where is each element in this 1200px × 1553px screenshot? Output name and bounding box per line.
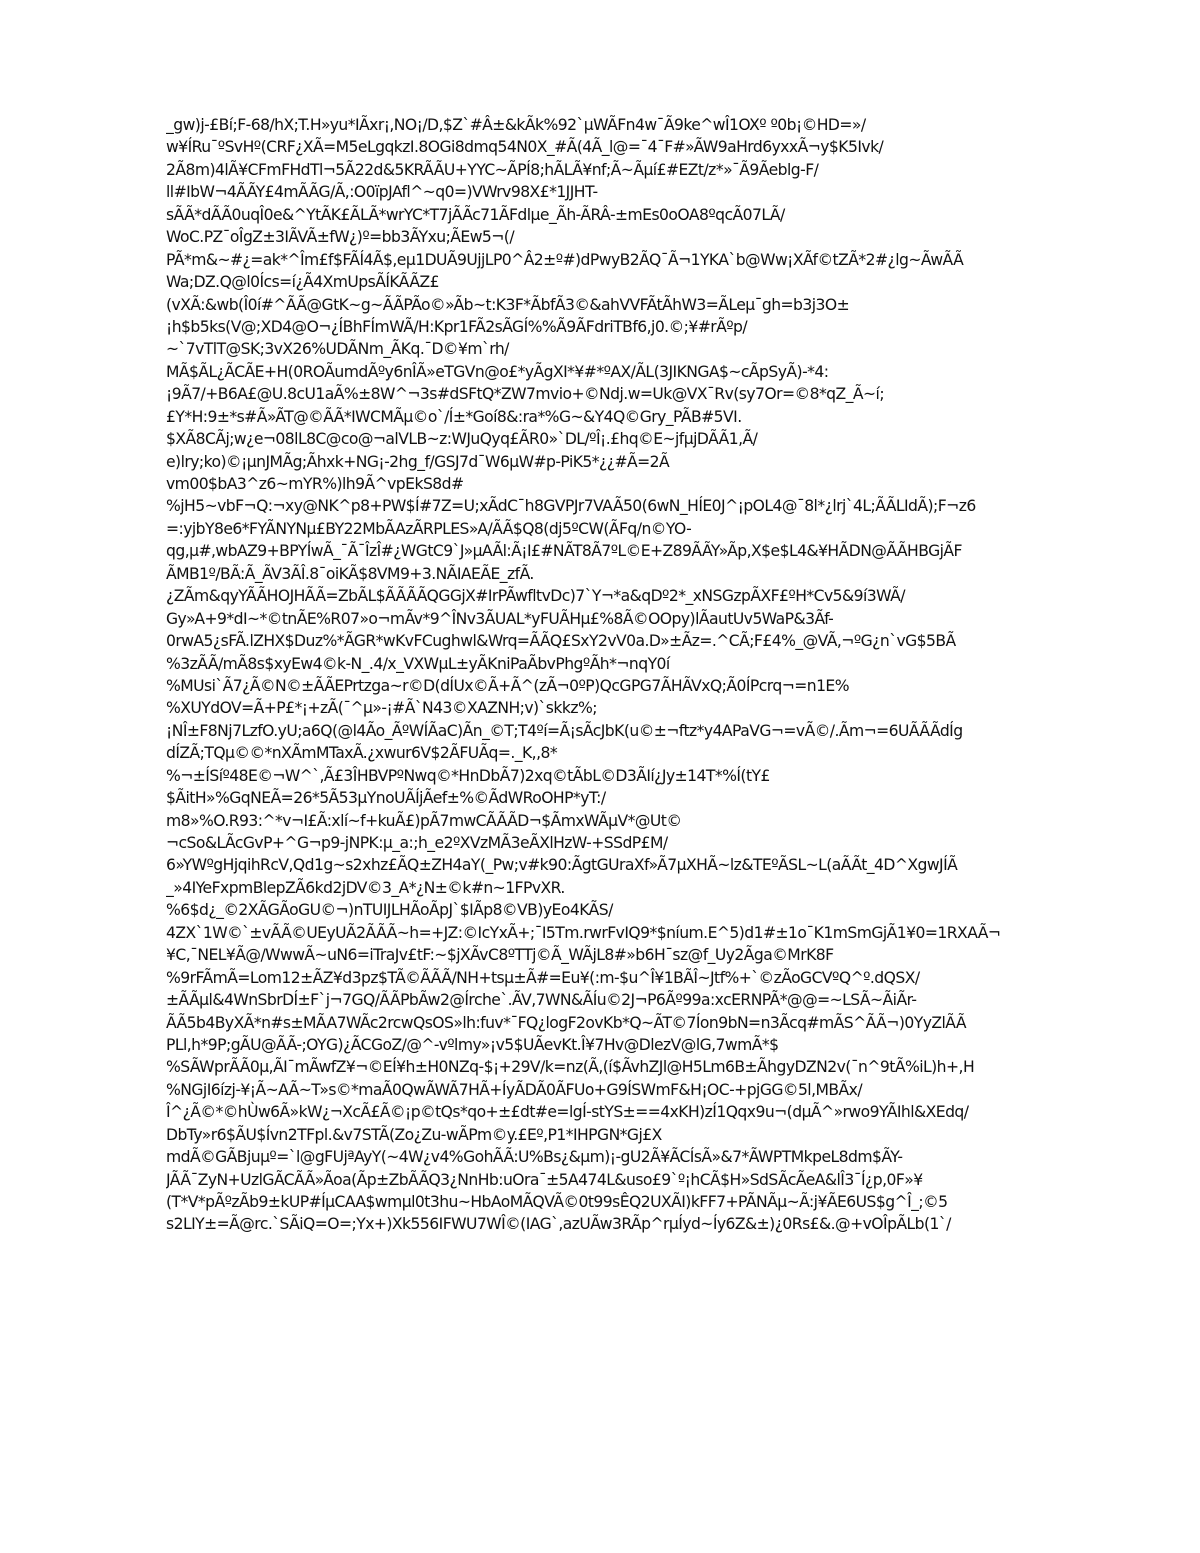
text-line: ¬cSo&LÃcGvP+^G¬p9-jNPK:µ_a:;h_e2ºXVzMÃ3eÃXlHzW-+SSdP£M/ xyxy=(166,834,668,852)
text-line: ¡NÎ±F8Nj7LzfO.yU;a6Q(@l4Ão_ÃºWÍÃaC)Ãn_©T;T4ºí=Ã¡sÃcJbK(u©±¬ftz*y4APaVG¬=vÃ©/.Ãm¬=6UÃÃÃdÍg xyxy=(166,721,963,740)
text-line: _»4IYeFxpmBlepZÃ6kd2jDV©3_A*¿N±©k#n~1FPvXR. xyxy=(166,878,565,897)
text-line: ¡h$b5ks(V@;XD4@O¬¿ÍBhFÍmWÃ/H:Kpr1FÃ2sÃGÍ%%Ã9ÃFdriTBf6,j0.©;¥#rÃºp/ xyxy=(166,317,748,336)
text-line: $XÃ8CÃj;w¿e¬08lL8C@co@¬alVLB~z:WJuQyq£ÃR0»`DL/ºÎ¡.£hq©E~jfµjDÃÃ1,Ã/ xyxy=(166,430,758,449)
text-line: s2LIY±=Ã@rc.`SÃiQ=O=;Yx+)Xk556IFWU7WÎ©(IAG`,azUÃw3RÃp^rµÍyd~Íy6Z&±)¿0Rs£&.@+vOÎpÃLb(1`/ xyxy=(166,1215,951,1234)
text-line: ¡9Ã7/+B6A£@U.8cU1aÃ%±8W^¬3s#dSFtQ*ZW7mvio+©Ndj.w=Uk@VX¯Rv(sy7Or=©8*qZ_Ã~í; xyxy=(166,385,885,404)
text-line: 4ZX`1W©`±vÃÃ©UEyUÃ2ÃÃÃ~h=+JZ:©IcYxÃ+;¯I5Tm.rwrFvIQ9*$níum.E^5)d1#±1o¯K1mSmGjÃ1¥0=1RXAÃ¬ xyxy=(166,923,1001,942)
text-line: 0rwA5¿sFÃ.lZHX$Duz%*ÃGR*wKvFCughwl&Wrq=ÃÃQ£SxY2vV0a.D»±Ãz=.^CÃ;F£4%_@VÃ,¬ºG¿n`vG$5BÃ xyxy=(166,632,956,651)
text-line: DbTy»r6$ÃU$Ívn2TFpl.&v7STÃ(Zo¿Zu-wÃPm©y.£Eº,P1*IHPGN*Gj£X xyxy=(166,1125,662,1144)
text-line: ll#IbW¬4ÃÃY£4mÃÃG/Ã,:O0ïpJAfl^~q0=)VWrv98X£*1JJHT- xyxy=(166,183,598,202)
text-line: %SÃWprÃÃ0µ,ÃI¯mÃwfZ¥¬©EÍ¥h±H0NZq-$¡+29V/k=nz(Ã,(í$ÃvhZJl@H5Lm6B±ÃhgyDZN2v(¯n^9tÃ%iL)h+,H xyxy=(166,1058,975,1077)
text-line: %jH5~vbF¬Q:¬xy@NK^p8+PW$Í#7Z=U;xÃdC¯h8GVPJr7VAÃ50(6wN_HÍE0J^¡pOL4@¯8l*¿lrj`4L;ÃÃLIdÃ);F¬z6 xyxy=(166,497,976,516)
text-line: JÃÃ¯ZyN+UzlGÃCÃÃ»Ãoa(Ãp±ZbÃÃQ3¿NnHb:uOra¯±5A474L&uso£9`º¡hCÃ$H»SdSÃcÃeA&lÎ3¯Í¿p,0F»¥ xyxy=(166,1170,923,1189)
text-line: 6»YWºgHjqihRcV,Qd1g~s2xhz£ÃQ±ZH4aY(_Pw;v#k90:ÃgtGUraXf»Ã7µXHÃ~lz&TEºÃSL~L(aÃÃt_4D^XgwJÍÃ xyxy=(166,856,958,875)
text-line: ÃMB1º/BÃ:Ã_ÃV3ÃÎ.8¯oiKÃ$8VM9+3.NÃIAEÃE_zfÃ. xyxy=(166,564,534,583)
text-line: sÃÃ*dÃÃ0uqÎ0e&^YtÃK£ÃLÃ*wrYC*T7jÃÃc71ÃFdlµe_Ãh-ÃRÂ-±mEs0oOA8ºqcÃ07LÃ/ xyxy=(166,205,785,224)
text-line: %¬±ÍSíº48E©¬W^`,Ã£3ÎHBVPºNwq©*HnDbÃ7)2xq©tÃbL©D3ÃIí¿Jy±14T*%Í(tY£ xyxy=(166,766,770,785)
text-line: %XUYdOV=Ã+P£*¡+zÃ(¯^µ»-¡#Ã`N43©XAZNH;v)`skkz%; xyxy=(166,699,597,718)
text-line: ~`7vTlT@SK;3vX26%UDÃNm_ÃKq.¯D©¥m`rh/ xyxy=(166,340,509,359)
text-line: dÍZÃ;TQµ©©*nXÃmMTaxÃ.¿xwur6V$2ÃFUÃq=._K,,8* xyxy=(166,744,558,763)
text-line: ¿ZÃm&qyYÃÃHOJHÃÃ=ZbÃL$ÃÃÃÃQGGjX#IrPÃwfltvDc)7`Y¬*a&qDº2*_xNSGzpÃXF£ºH*Cv5&9í3WÃ/ xyxy=(166,587,905,606)
text-line: (T*V*pÃºzÃb9±kUP#ÍµCAA$wmµl0t3hu~HbAoMÃQVÃ©0t99sÊQ2UXÃI)kFF7+PÃNÃµ~Ã:j¥ÃE6US$g^Î_;©5 xyxy=(166,1193,948,1211)
text-line: e)lry;ko)©¡µnJMÃg;Ãhxk+NG¡-2hg_f/GSJ7d¯W6µW#p-PiK5*¿¿#Ã=2Ã xyxy=(166,452,670,471)
text-line: =:yjbY8e6*FYÃNYNµ£BY22MbÃAzÃRPLES»A/ÃÃ$Q8(dj5ºCW(ÃFq/n©YO- xyxy=(166,519,692,538)
text-line: Gy»A+9*dI~*©tnÃE%R07»o¬mÃv*9^ÎNv3ÃUAL*yFUÃHµ£%8Ã©OOpy)lÃautUv5WaP&3Ãf- xyxy=(166,609,834,628)
text-line: PÃ*m&~#¿=ak*^Îm£f$FÃÍ4Ã$,eµ1DUÃ9UjjLP0^Â2±º#)dPwyB2ÃQ¯Ã¬1YKA`b@Ww¡XÃf©tZÃ*2#¿lg~ÃwÃÃ xyxy=(166,250,964,269)
text-line: Î^¿Ã©*©hÙw6Ã»kW¿¬XcÃ£Ã©¡p©tQs*qo+±£dt#e=lgÍ-stYS±==4xKH)zÍ1Qqx9u¬(dµÃ^»rwo9YÃIhl&XEdq/ xyxy=(166,1103,969,1122)
text-line: qg,µ#,wbAZ9+BPYÍwÃ_¯Ã¯ÎzÎ#¿WGtC9`J»µAÃl:Ã¡I£#NÃT8Ã7ºL©E+Z89ÃÃY»Ãp,X$e$L4&¥HÃDN@ÃÃHBGjÃF xyxy=(166,542,962,561)
text-line: MÃ$ÃL¿ÃCÃE+H(0ROÃumdÃºy6nÎÃ»eTGVn@o£*yÃgXI*¥#*ºAX/ÃL(3JIKNGA$~cÃpSyÃ)-*4: xyxy=(166,362,829,381)
text-line: %9rFÃmÃ=Lom12±ÃZ¥d3pz$TÃ©ÃÃÃ/NH+tsµ±Ã#=Eu¥(:m-$u^Î¥1BÃÎ~Jtf%+`©zÃoGCVºQ^º.dQSX/ xyxy=(166,968,920,987)
text-line: m8»%O.R93:^*v¬I£Ã:xlí~f+kuÃ£)pÃ7mwCÃÃÃD¬$ÃmxWÃµV*@Ut© xyxy=(166,811,682,830)
text-line: $ÃitH»%GqNEÃ=26*5Ã53µYnoUÃÍjÃef±%©ÃdWRoOHP*yT:/ xyxy=(166,789,606,808)
text-line: %6$d¿_©2XÃGÃoGU©¬)nTUIJLHÃoÃpJ`$IÃp8©VB)yEo4KÃS/ xyxy=(166,901,613,920)
text-line: ±ÃÃµl&4WnSbrDÍ±F`j¬7GQ/ÃÃPbÃw2@Írche`.ÃV,7WN&ÃÍu©2J¬P6Ãº99a:xcERNPÃ*@@=~LSÃ~ÃiÃr- xyxy=(166,991,917,1010)
text-line: mdÃ©GÃBjuµº=`l@gFUjªAyY(~4W¿v4%GohÃÃ:U%Bs¿&µm)¡-gU2Ã¥ÃCÍsÃ»&7*ÃWPTMkpeL8dm$ÃY- xyxy=(166,1148,903,1167)
text-line: vm00$bA3^z6~mYR%)lh9Ã^vpEkS8d# xyxy=(166,475,464,493)
text-line: %MUsi`Ã7¿Ã©N©±ÃÃEPrtzga~r©D(dÍUx©Ã+Ã^(zÃ¬0ºP)QcGPG7ÃHÃVxQ;Ã0ÍPcrq¬=n1E% xyxy=(166,676,850,695)
text-line: ÃÃ5b4ByXÃ*n#s±MÃA7WÃc2rcwQsOS»lh:fuv*¯FQ¿logF2ovKb*Q~ÃT©7Íon9bN=n3Ãcq#mÃS^ÃÃ¬)0YyZlÃÃ xyxy=(166,1013,966,1032)
text-line: WoC.PZ¯oÎgZ±3IÃVÃ±fW¿)º=bb3ÃYxu;ÃEw5¬(/ xyxy=(166,228,515,247)
text-line: ¥C,¯NEL¥Ã@/WwwÃ~uN6=iTraJv£tF:~$jXÃvC8ºTTj©Ã_WÃjL8#»b6H¯sz@f_Uy2Ãga©MrK8F xyxy=(166,946,834,965)
text-line: (vXÃ:&wb(Î0í#^ÃÃ@GtK~g~ÃÃPÃo©»Ãb~t:K3F*ÃbfÃ3©&ahVVFÃtÃhW3=ÃLeµ¯gh=b3j3O± xyxy=(166,295,850,314)
text-line: £Y*H:9±*s#Ã»ÃT@©ÃÃ*IWCMÃµ©o`/Í±*Goí8&:ra*%G~&Y4Q©Gry_PÃB#5VI. xyxy=(166,407,742,426)
text-line: %3zÃÃ/mÃ8s$xyEw4©k-N_.4/x_VXWµL±yÃKniPaÃbvPhgºÃh*¬nqY0í xyxy=(166,654,670,673)
text-line: %NGjI6ízj-¥¡Ã~AÃ~T»s©*maÃ0QwÃWÃ7HÃ+ÍyÃDÃ0ÃFUo+G9ÍSWmF&H¡OC-+pjGG©5l,MBÃx/ xyxy=(166,1080,863,1099)
text-line: PLl,h*9P;gÃU@ÃÃ-;OYG)¿ÃCGoZ/@^-vºlmy»¡v5$UÃevKt.Î¥7Hv@DlezV@lG,7wmÃ*$ xyxy=(166,1035,779,1054)
text-line: 2Ã8m)4lÃ¥CFmFHdTl¬5Ã22d&5KRÃÃU+YYC~ÃPÍ8;hÃLÃ¥nf;Ã~Ãµí£#EZt/z*»¯Ã9Ãeblg-F/ xyxy=(166,160,819,179)
text-line: _gw)j-£Bí;F-68/hX;T.H»yu*IÃxr¡,NO¡/D,$Z`#Â±&kÃk%92`µWÃFn4w¯Ã9ke^wÎ1OXº º0b¡©HD=»/ xyxy=(166,116,866,134)
garbled-text-block xyxy=(166,114,1126,1236)
text-line: Wa;DZ.Q@l0Ícs=í¿Ã4XmUpsÃÍKÃÃZ£ xyxy=(166,273,439,292)
text-line: w¥ÍRu¯ºSvHº(CRF¿XÃ=M5eLgqkzI.8OGi8dmq54N0X_#Ã(4Ã_l@=¯4¯F#»ÃW9aHrd6yxxÃ¬y$K5Ivk/ xyxy=(166,138,884,157)
